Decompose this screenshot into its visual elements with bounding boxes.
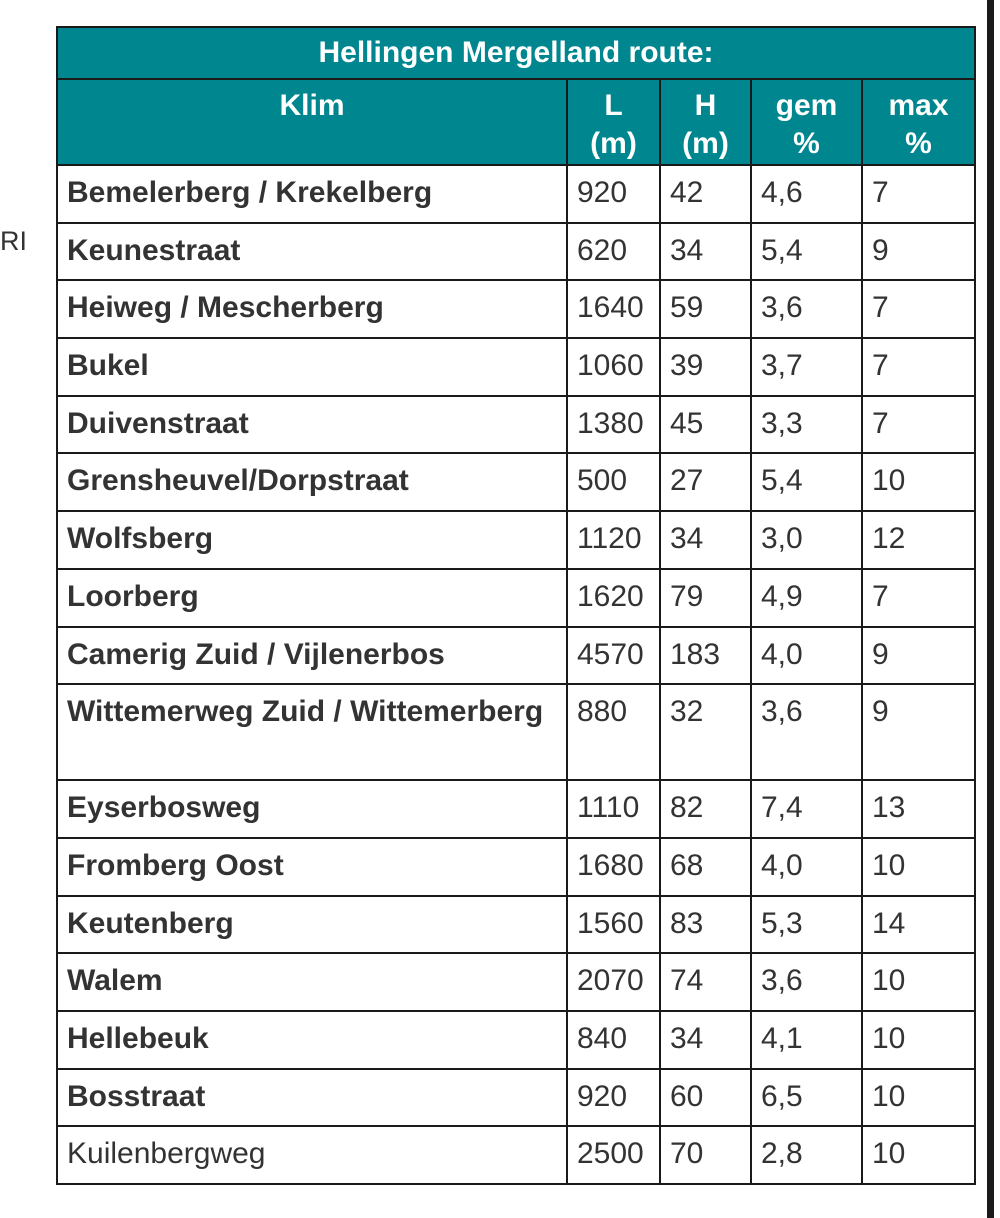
climb-height: 59	[660, 280, 751, 338]
climb-max-grade: 9	[862, 684, 975, 780]
table-row	[57, 453, 975, 511]
climb-avg-grade: 6,5	[751, 1069, 862, 1127]
climb-length: 920	[567, 1069, 660, 1127]
climb-max-grade: 7	[862, 396, 975, 454]
table-row	[57, 838, 975, 896]
table-row	[57, 627, 975, 685]
climb-length: 1640	[567, 280, 660, 338]
climb-avg-grade: 3,0	[751, 511, 862, 569]
climb-name: Keunestraat	[57, 223, 567, 281]
table-row	[57, 223, 975, 281]
column-header-length-unit: (m)	[590, 127, 637, 160]
window-right-border	[986, 0, 1000, 1218]
climb-height: 79	[660, 569, 751, 627]
climb-name: Walem	[57, 953, 567, 1011]
climb-height: 45	[660, 396, 751, 454]
climb-name: Wittemerweg Zuid / Wittemerberg	[57, 684, 567, 780]
climb-max-grade: 10	[862, 1011, 975, 1069]
climb-height: 39	[660, 338, 751, 396]
climb-avg-grade: 3,7	[751, 338, 862, 396]
climb-name: Bukel	[57, 338, 567, 396]
climb-max-grade: 10	[862, 1126, 975, 1184]
climb-height: 34	[660, 511, 751, 569]
climb-height: 27	[660, 453, 751, 511]
climb-length: 1380	[567, 396, 660, 454]
table-row	[57, 780, 975, 838]
climb-length: 1120	[567, 511, 660, 569]
climb-length: 840	[567, 1011, 660, 1069]
table-row	[57, 1011, 975, 1069]
table-title: Hellingen Mergelland route:	[57, 27, 975, 79]
climb-avg-grade: 4,0	[751, 838, 862, 896]
climb-avg-grade: 3,6	[751, 684, 862, 780]
climb-avg-grade: 3,3	[751, 396, 862, 454]
table-row	[57, 684, 975, 780]
climb-height: 82	[660, 780, 751, 838]
column-header-klim	[57, 79, 567, 165]
climb-avg-grade: 5,4	[751, 223, 862, 281]
column-header-max-grade-label: max	[888, 89, 949, 122]
column-header-avg-grade-unit: %	[793, 127, 820, 160]
table-row	[57, 1126, 975, 1184]
column-header-avg-grade	[751, 79, 862, 165]
table-row	[57, 396, 975, 454]
climb-max-grade: 14	[862, 896, 975, 954]
climb-height: 74	[660, 953, 751, 1011]
table-row	[57, 896, 975, 954]
climb-height: 70	[660, 1126, 751, 1184]
climb-avg-grade: 4,9	[751, 569, 862, 627]
climb-height: 68	[660, 838, 751, 896]
climb-length: 880	[567, 684, 660, 780]
side-text-fragment: RI	[0, 226, 27, 256]
climb-max-grade: 7	[862, 338, 975, 396]
climb-max-grade: 9	[862, 627, 975, 685]
climb-name: Heiweg / Mescherberg	[57, 280, 567, 338]
climb-max-grade: 9	[862, 223, 975, 281]
column-header-klim-label: Klim	[279, 89, 345, 122]
climb-max-grade: 7	[862, 280, 975, 338]
climb-length: 1110	[567, 780, 660, 838]
climb-length: 1620	[567, 569, 660, 627]
climb-name: Bosstraat	[57, 1069, 567, 1127]
climb-max-grade: 12	[862, 511, 975, 569]
table-row	[57, 511, 975, 569]
climb-height: 34	[660, 223, 751, 281]
table-row	[57, 338, 975, 396]
table-row	[57, 569, 975, 627]
climb-height: 83	[660, 896, 751, 954]
climb-name: Fromberg Oost	[57, 838, 567, 896]
table-header-row	[57, 79, 975, 165]
climb-height: 183	[660, 627, 751, 685]
climb-length: 500	[567, 453, 660, 511]
climb-max-grade: 10	[862, 1069, 975, 1127]
climb-name: Bemelerberg / Krekelberg	[57, 165, 567, 223]
table-row	[57, 280, 975, 338]
climb-length: 4570	[567, 627, 660, 685]
climb-name: Grensheuvel/Dorpstraat	[57, 453, 567, 511]
climb-length: 620	[567, 223, 660, 281]
climb-length: 1560	[567, 896, 660, 954]
column-header-height-label: H	[694, 89, 717, 122]
climb-avg-grade: 5,4	[751, 453, 862, 511]
climb-max-grade: 7	[862, 569, 975, 627]
climb-avg-grade: 7,4	[751, 780, 862, 838]
climb-avg-grade: 4,0	[751, 627, 862, 685]
climb-length: 2500	[567, 1126, 660, 1184]
climb-height: 60	[660, 1069, 751, 1127]
climb-name: Wolfsberg	[57, 511, 567, 569]
climb-avg-grade: 3,6	[751, 280, 862, 338]
climb-name: Kuilenbergweg	[57, 1126, 567, 1184]
climb-name: Eyserbosweg	[57, 780, 567, 838]
window-right-border-line	[987, 0, 994, 1218]
climb-max-grade: 7	[862, 165, 975, 223]
climb-avg-grade: 2,8	[751, 1126, 862, 1184]
climb-length: 2070	[567, 953, 660, 1011]
climb-max-grade: 13	[862, 780, 975, 838]
climb-avg-grade: 5,3	[751, 896, 862, 954]
climb-max-grade: 10	[862, 453, 975, 511]
column-header-height	[660, 79, 751, 165]
climb-avg-grade: 4,6	[751, 165, 862, 223]
climb-max-grade: 10	[862, 953, 975, 1011]
climb-avg-grade: 3,6	[751, 953, 862, 1011]
climb-avg-grade: 4,1	[751, 1011, 862, 1069]
climb-name: Loorberg	[57, 569, 567, 627]
climb-max-grade: 10	[862, 838, 975, 896]
climb-name: Hellebeuk	[57, 1011, 567, 1069]
climb-name: Keutenberg	[57, 896, 567, 954]
column-header-max-grade	[862, 79, 975, 165]
climb-length: 1680	[567, 838, 660, 896]
column-header-length-label: L	[604, 89, 623, 122]
column-header-length	[567, 79, 660, 165]
column-header-max-grade-unit: %	[905, 127, 932, 160]
climb-length: 1060	[567, 338, 660, 396]
table-row	[57, 1069, 975, 1127]
column-header-avg-grade-label: gem	[775, 89, 838, 122]
table-row	[57, 953, 975, 1011]
table-row	[57, 165, 975, 223]
column-header-height-unit: (m)	[682, 127, 729, 160]
climb-name: Duivenstraat	[57, 396, 567, 454]
climb-length: 920	[567, 165, 660, 223]
climb-height: 32	[660, 684, 751, 780]
climb-height: 42	[660, 165, 751, 223]
climb-height: 34	[660, 1011, 751, 1069]
climbs-table	[56, 26, 976, 1185]
climb-name: Camerig Zuid / Vijlenerbos	[57, 627, 567, 685]
table-title-row	[57, 27, 975, 79]
